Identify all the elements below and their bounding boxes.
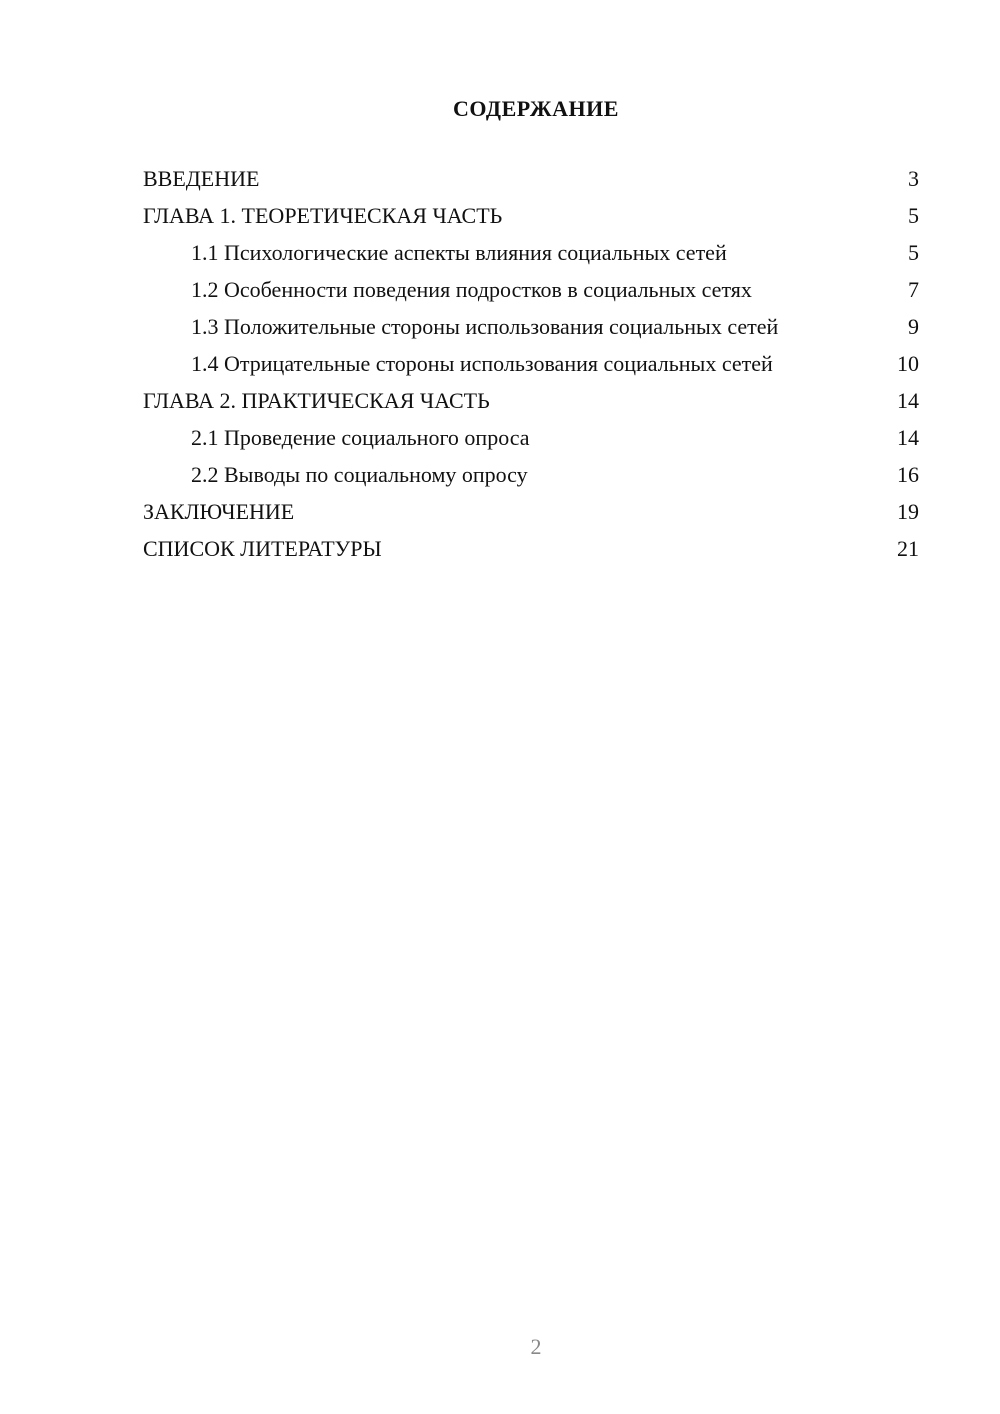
toc-entry-label: 1.4 Отрицательные стороны использования социальных сетей: [191, 351, 773, 376]
toc-entry-page: 7: [908, 277, 919, 302]
toc-entry-chapter-2[interactable]: [143, 388, 919, 414]
toc-entry-section-2-1[interactable]: [143, 425, 919, 451]
toc-entry-label: СПИСОК ЛИТЕРАТУРЫ: [143, 536, 382, 561]
toc-entry-label: 1.1 Психологические аспекты влияния социальных сетей: [191, 240, 727, 265]
toc-entry-page: 14: [897, 388, 919, 413]
toc-entry-page: 21: [897, 536, 919, 561]
table-of-contents: [143, 166, 919, 573]
page-number: 2: [530, 1334, 542, 1359]
toc-entry-page: 3: [908, 166, 919, 191]
toc-entry-section-1-4[interactable]: [143, 351, 919, 377]
toc-entry-page: 9: [908, 314, 919, 339]
toc-entry-references[interactable]: [143, 536, 919, 562]
toc-title: СОДЕРЖАНИЕ: [453, 96, 619, 121]
toc-entry-section-2-2[interactable]: [143, 462, 919, 488]
toc-entry-page: 16: [897, 462, 919, 487]
toc-entry-section-1-1[interactable]: [143, 240, 919, 266]
toc-entry-label: 2.2 Выводы по социальному опросу: [191, 462, 528, 487]
toc-entry-page: 14: [897, 425, 919, 450]
toc-entry-page: 5: [908, 240, 919, 265]
toc-entry-chapter-1[interactable]: [143, 203, 919, 229]
toc-entry-page: 19: [897, 499, 919, 524]
toc-entry-page: 5: [908, 203, 919, 228]
toc-entry-page: 10: [897, 351, 919, 376]
toc-entry-introduction[interactable]: [143, 166, 919, 192]
toc-entry-label: ЗАКЛЮЧЕНИЕ: [143, 499, 295, 524]
toc-entry-section-1-3[interactable]: [143, 314, 919, 340]
toc-entry-label: ВВЕДЕНИЕ: [143, 166, 260, 191]
toc-entry-label: 2.1 Проведение социального опроса: [191, 425, 530, 450]
toc-entry-label: 1.2 Особенности поведения подростков в социальных сетях: [191, 277, 752, 302]
toc-entry-label: 1.3 Положительные стороны использования социальных сетей: [191, 314, 779, 339]
toc-entry-section-1-2[interactable]: [143, 277, 919, 303]
toc-entry-conclusion[interactable]: [143, 499, 919, 525]
toc-entry-label: ГЛАВА 1. ТЕОРЕТИЧЕСКАЯ ЧАСТЬ: [143, 203, 503, 228]
toc-entry-label: ГЛАВА 2. ПРАКТИЧЕСКАЯ ЧАСТЬ: [143, 388, 490, 413]
